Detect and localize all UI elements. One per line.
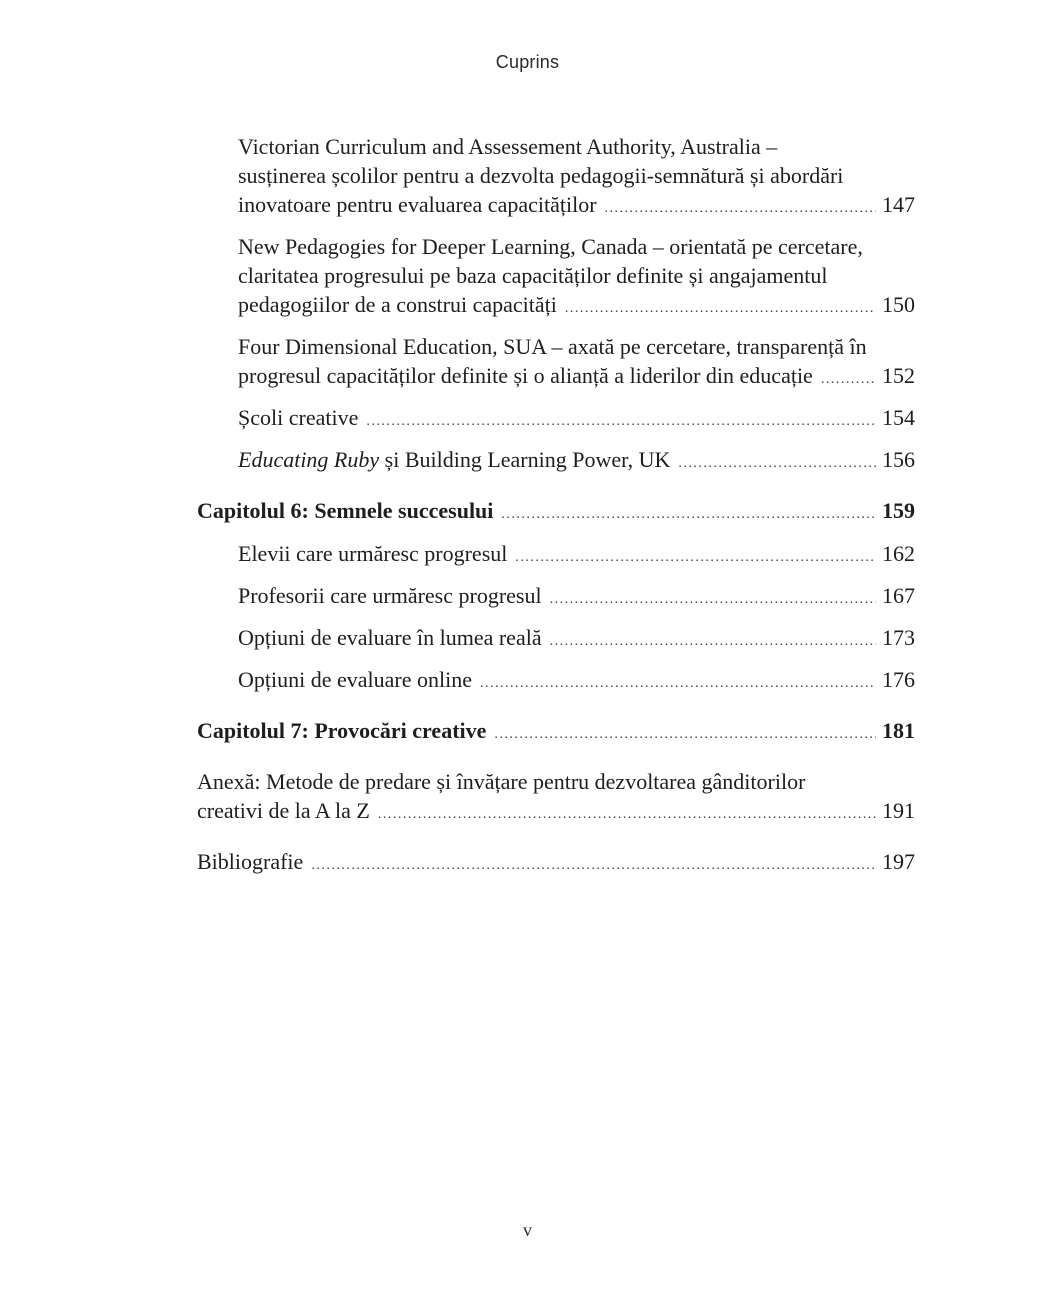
dot-leader [378,800,876,829]
page-number: 154 [882,405,915,430]
toc-entry-new-pedagogies[interactable] [197,232,915,323]
toc-entry-line: susținerea școlilor pentru a dezvolta pedagogii-semnătură și abordări [238,163,844,188]
toc-entry-optiuni-online[interactable] [197,665,915,698]
page-number: 173 [882,625,915,650]
toc-entry-title: Școli creative [238,405,359,430]
table-of-contents [197,132,915,889]
toc-entry-optiuni-lumea-reala[interactable] [197,623,915,656]
toc-entry-line: Victorian Curriculum and Assessement Authority, Australia – [238,134,778,159]
toc-entry-line: Four Dimensional Education, SUA – axată pe cercetare, transparență în [238,334,867,359]
toc-entry-italic-title: Educating Ruby [238,447,380,472]
page-number: 191 [882,798,915,823]
toc-entry-anexa[interactable] [197,767,915,829]
toc-entry-four-dimensional-education[interactable] [197,332,915,394]
page-folio: v [523,1220,532,1240]
toc-entry-title: Opțiuni de evaluare în lumea reală [238,625,542,650]
toc-entry-line: Anexă: Metode de predare și învățare pentru dezvoltarea gânditorilor [197,769,806,794]
page-number: 159 [882,498,915,523]
toc-entry-profesorii[interactable] [197,581,915,614]
page-number: 147 [882,192,915,217]
running-head: Cuprins [495,52,560,72]
toc-entry-title: Opțiuni de evaluare online [238,667,472,692]
toc-chapter-6[interactable] [197,496,915,529]
toc-entry-title: progresul capacităților definite și o alianță a liderilor din educație [238,363,813,388]
toc-entry-title: creativi de la A la Z [197,798,370,823]
dot-leader [366,407,876,436]
toc-entry-scoli-creative[interactable] [197,403,915,436]
toc-entry-title: inovatoare pentru evaluarea capacităților [238,192,597,217]
dot-leader [550,627,876,656]
page-number: 152 [882,363,915,388]
dot-leader [821,365,876,394]
page-number: 181 [882,718,915,743]
toc-entry-title: pedagogiilor de a construi capacități [238,292,557,317]
dot-leader [605,194,876,223]
toc-entry-title [238,445,670,474]
page-number: 167 [882,583,915,608]
toc-entry-educating-ruby[interactable] [197,445,915,478]
toc-entry-title: Profesorii care urmăresc progresul [238,583,542,608]
toc-entry-title: Bibliografie [197,849,304,874]
page-number: 162 [882,541,915,566]
toc-chapter-title: Capitolul 6: Semnele succesului [197,498,494,523]
dot-leader [565,294,876,323]
toc-chapter-7[interactable] [197,716,915,749]
page-number: 156 [882,447,915,472]
dot-leader [678,449,876,478]
toc-entry-bibliografie[interactable] [197,847,915,880]
toc-entry-title: Elevii care urmăresc progresul [238,541,508,566]
toc-chapter-title: Capitolul 7: Provocări creative [197,718,487,743]
dot-leader [480,669,876,698]
toc-entry-line: New Pedagogies for Deeper Learning, Canada – orientată pe cercetare, [238,234,863,259]
dot-leader [515,543,876,572]
dot-leader [494,720,876,749]
toc-entry-title-rest: și Building Learning Power, UK [379,447,671,472]
dot-leader [311,851,876,880]
page-number: 150 [882,292,915,317]
toc-entry-line: claritatea progresului pe baza capacităților definite și angajamentul [238,263,828,288]
toc-entry-victorian-curriculum[interactable] [197,132,915,223]
dot-leader [550,585,876,614]
page-number: 176 [882,667,915,692]
dot-leader [501,500,876,529]
page-number: 197 [882,849,915,874]
toc-entry-elevii[interactable] [197,539,915,572]
